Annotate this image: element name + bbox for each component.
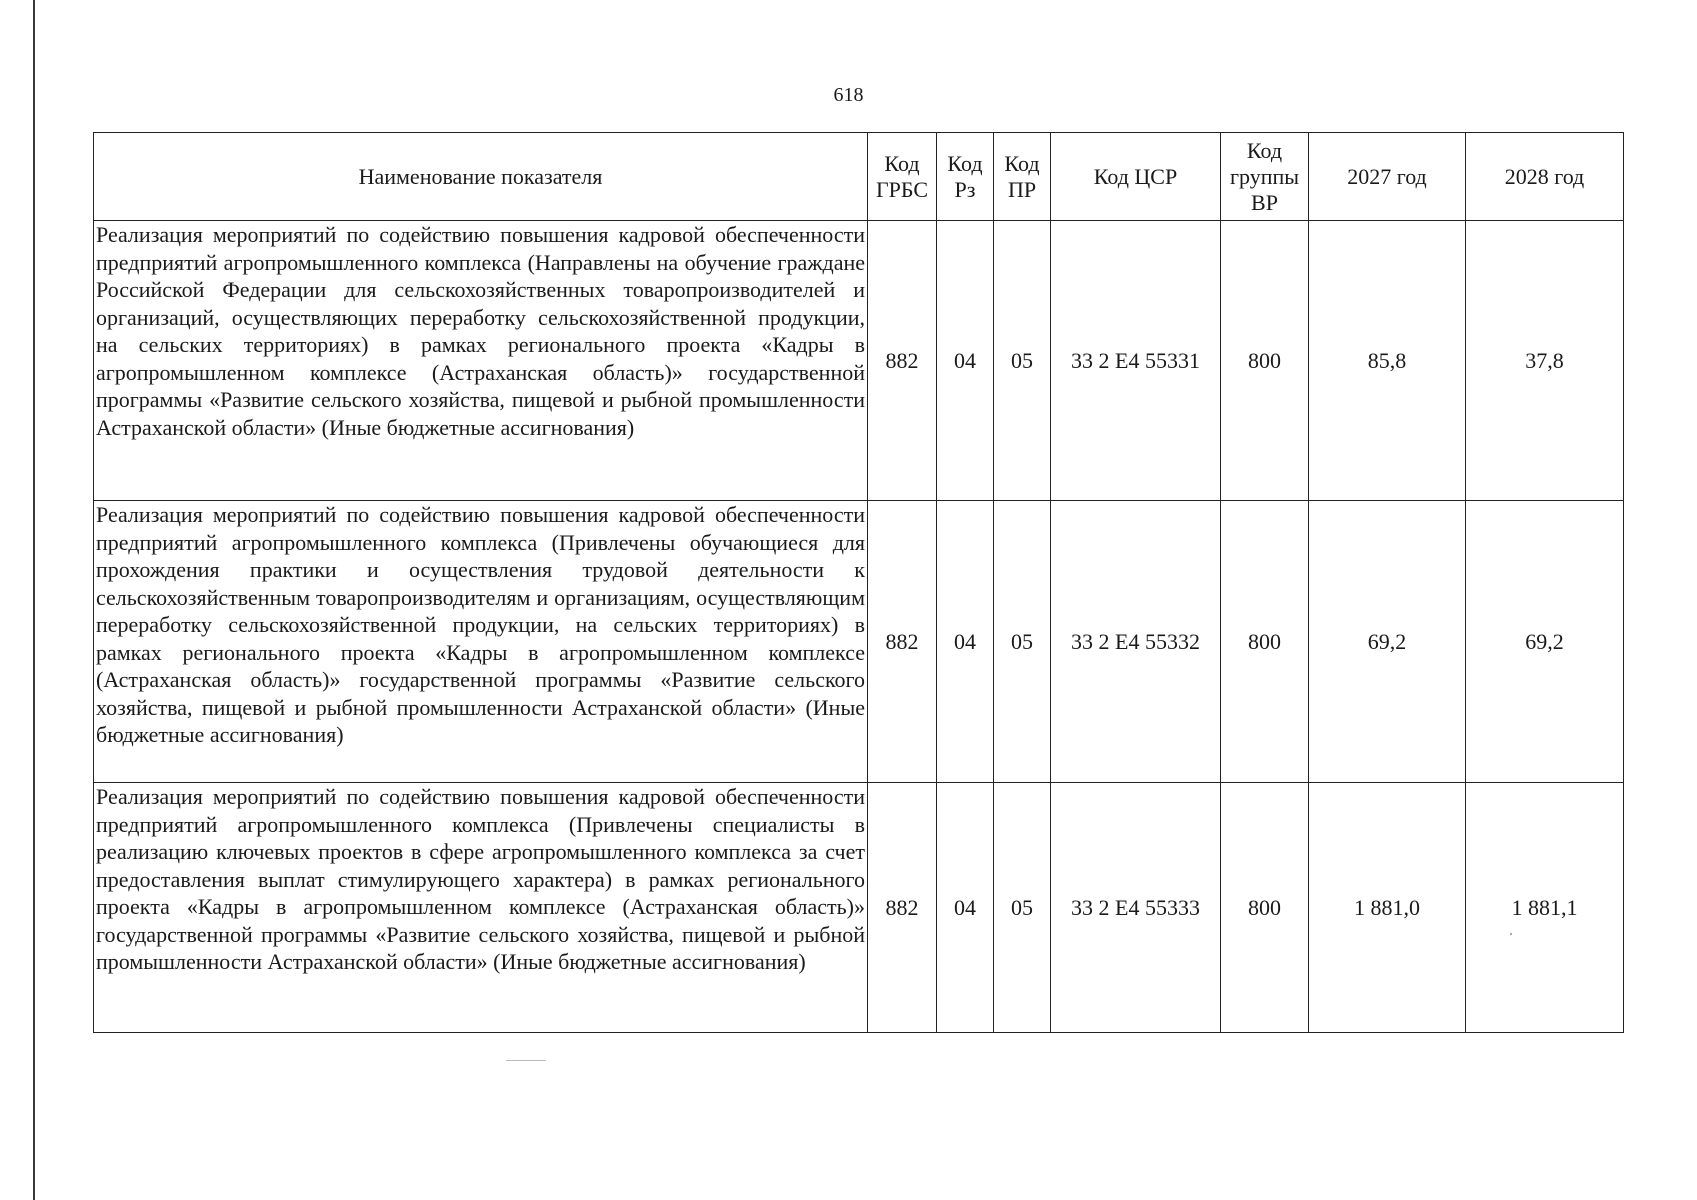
header-csr-code: Код ЦСР: [1051, 133, 1221, 221]
binding-margin-line: [33, 0, 35, 1200]
table-row: [94, 783, 1624, 1033]
pr-cell: 05: [994, 221, 1051, 501]
rz-cell: 04: [937, 783, 994, 1033]
amount-2027-cell: 69,2: [1309, 501, 1466, 783]
grbs-cell: 882: [868, 783, 937, 1033]
header-vr-group-code: Код группы ВР: [1221, 133, 1309, 221]
amount-2028-cell: 1 881,1: [1466, 783, 1624, 1033]
vr-cell: 800: [1221, 783, 1309, 1033]
amount-2028-cell: 69,2: [1466, 501, 1624, 783]
header-year-2027: 2027 год: [1309, 133, 1466, 221]
table-header-row: [94, 133, 1624, 221]
pr-cell: 05: [994, 783, 1051, 1033]
grbs-cell: 882: [868, 221, 937, 501]
amount-2027-cell: 1 881,0: [1309, 783, 1466, 1033]
amount-2028-cell: 37,8: [1466, 221, 1624, 501]
indicator-name-cell: Реализация мероприятий по содействию повышения кадровой обеспеченности предприятий агропромышленного комплекса (Направлены на обучение граждане Российской Федерации для сельскохозяйственных товаропроизводителей и организаций, осуществляющих переработку сельскохозяйственной продукции, на сельских территориях) в рамках регионального проекта «Кадры в агропромышленном комплексе (Астраханская область)» государственной программы «Развитие сельского хозяйства, пищевой и рыбной промышленности Астраханской области» (Иные бюджетные ассигнования): [94, 221, 868, 501]
header-grbs-code: Код ГРБС: [868, 133, 937, 221]
rz-cell: 04: [937, 221, 994, 501]
page-number: 618: [833, 84, 864, 106]
csr-cell: 33 2 Е4 55333: [1051, 783, 1221, 1033]
table-row: [94, 501, 1624, 783]
indicator-name-cell: Реализация мероприятий по содействию повышения кадровой обеспеченности предприятий агропромышленного комплекса (Привлечены обучающиеся для прохождения практики и осуществления трудовой деятельности к сельскохозяйственным товаропроизводителям и организациям, осуществляющим переработку сельскохозяйственной продукции, на сельских территориях) в рамках регионального проекта «Кадры в агропромышленном комплексе (Астраханская область)» государственной программы «Развитие сельского хозяйства, пищевой и рыбной промышленности Астраханской области» (Иные бюджетные ассигнования): [94, 501, 868, 783]
scan-speck: [506, 1060, 546, 1061]
amount-2027-cell: 85,8: [1309, 221, 1466, 501]
scan-speck: [1510, 933, 1512, 935]
rz-cell: 04: [937, 501, 994, 783]
csr-cell: 33 2 Е4 55331: [1051, 221, 1221, 501]
budget-table: [93, 132, 1624, 1033]
header-indicator-name: Наименование показателя: [94, 133, 868, 221]
vr-cell: 800: [1221, 501, 1309, 783]
header-year-2028: 2028 год: [1466, 133, 1624, 221]
indicator-name-cell: Реализация мероприятий по содействию повышения кадровой обеспеченности предприятий агропромышленного комплекса (Привлечены специалисты в реализацию ключевых проектов в сфере агропромышленного комплекса за счет предоставления выплат стимулирующего характера) в рамках регионального проекта «Кадры в агропромышленном комплексе (Астраханская область)» государственной программы «Развитие сельского хозяйства, пищевой и рыбной промышленности Астраханской области» (Иные бюджетные ассигнования): [94, 783, 868, 1033]
pr-cell: 05: [994, 501, 1051, 783]
header-pr-code: Код ПР: [994, 133, 1051, 221]
csr-cell: 33 2 Е4 55332: [1051, 501, 1221, 783]
vr-cell: 800: [1221, 221, 1309, 501]
header-rz-code: Код Рз: [937, 133, 994, 221]
grbs-cell: 882: [868, 501, 937, 783]
table-row: [94, 221, 1624, 501]
